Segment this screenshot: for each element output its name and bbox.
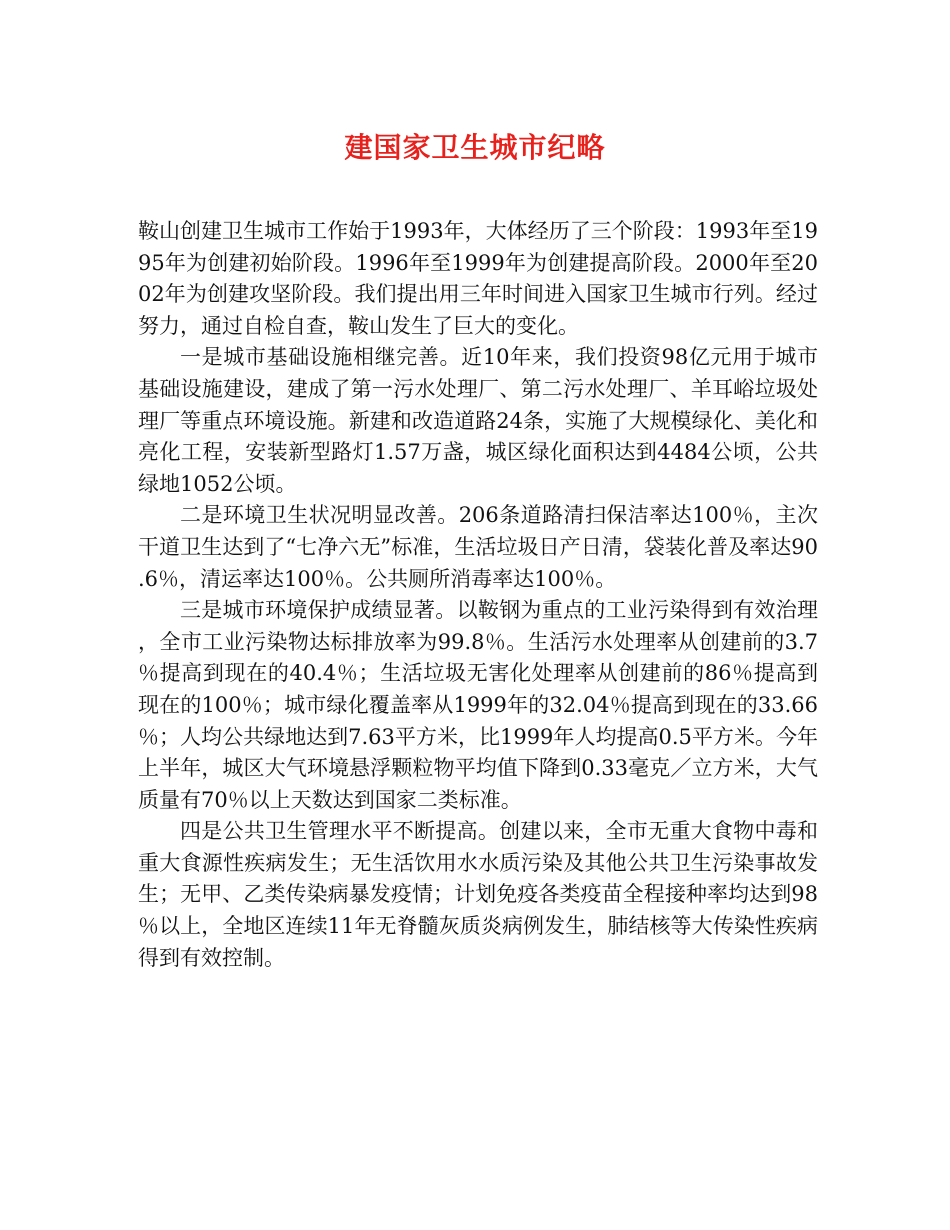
paragraph-sanitation: 二是环境卫生状况明显改善。206条道路清扫保洁率达100％，主次干道卫生达到了“七净六无”标准，生活垃圾日产日清，袋装化普及率达90.6％，清运率达100％。公共厕所消毒率达100％。 [138,503,818,591]
page-title: 建国家卫生城市纪略 [344,131,606,164]
document-body [138,216,818,974]
paragraph-environment: 三是城市环境保护成绩显著。以鞍钢为重点的工业污染得到有效治理，全市工业污染物达标排放率为99.8％。生活污水处理率从创建前的3.7％提高到现在的40.4％；生活垃圾无害化处理率从创建前的86％提高到现在的100％；城市绿化覆盖率从1999年的32.04％提高到现在的33.66％；人均公共绿地达到7.63平方米，比1999年人均提高0.5平方米。今年上半年，城区大气环境悬浮颗粒物平均值下降到0.33毫克／立方米，大气质量有70％以上天数达到国家二类标准。 [138,598,818,812]
paragraph-infrastructure: 一是城市基础设施相继完善。近10年来，我们投资98亿元用于城市基础设施建设，建成了第一污水处理厂、第二污水处理厂、羊耳峪垃圾处理厂等重点环境设施。新建和改造道路24条，实施了大规模绿化、美化和亮化工程，安装新型路灯1.57万盏，城区绿化面积达到4484公顷，公共绿地1052公顷。 [138,345,818,496]
paragraph-intro: 鞍山创建卫生城市工作始于1993年，大体经历了三个阶段：1993年至1995年为创建初始阶段。1996年至1999年为创建提高阶段。2000年至2002年为创建攻坚阶段。我们提出用三年时间进入国家卫生城市行列。经过努力，通过自检自查，鞍山发生了巨大的变化。 [138,219,818,338]
paragraph-public-health: 四是公共卫生管理水平不断提高。创建以来，全市无重大食物中毒和重大食源性疾病发生；无生活饮用水水质污染及其他公共卫生污染事故发生；无甲、乙类传染病暴发疫情；计划免疫各类疫苗全程接种率均达到98％以上，全地区连续11年无脊髓灰质炎病例发生，肺结核等大传染性疾病得到有效控制。 [138,819,818,970]
